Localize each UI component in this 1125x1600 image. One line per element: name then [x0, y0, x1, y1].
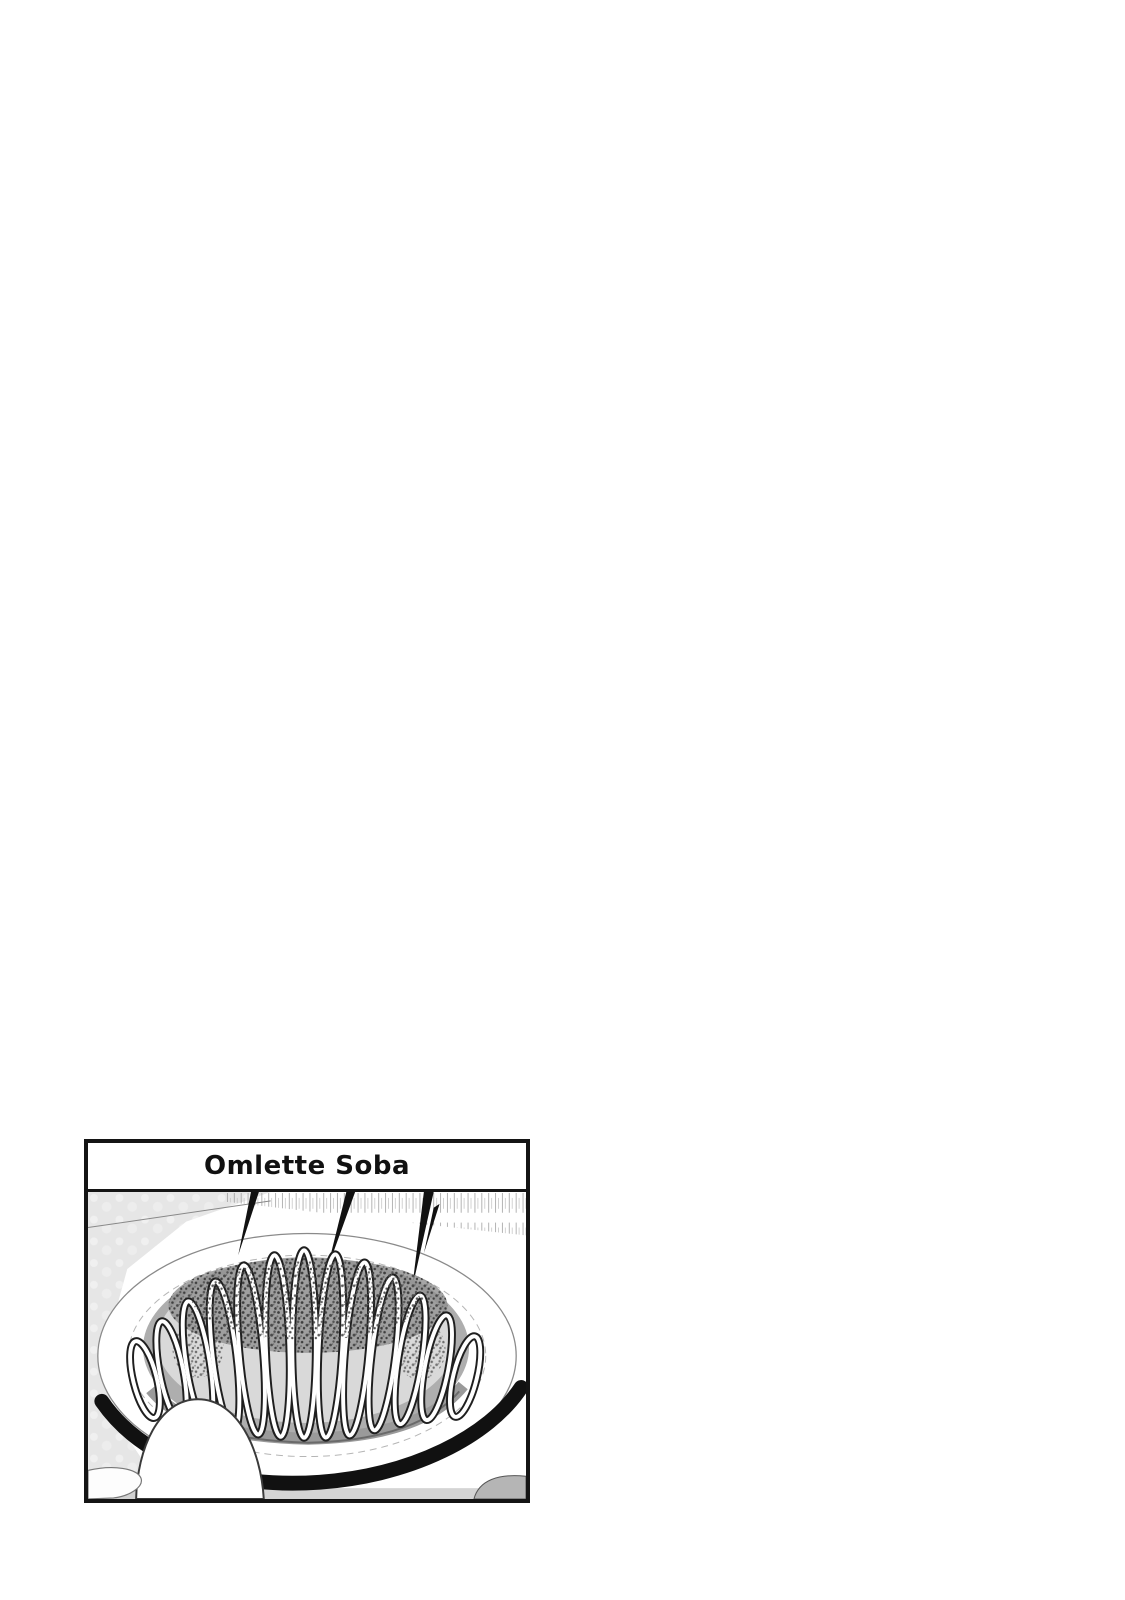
- panel-caption-bar: [88, 1143, 526, 1192]
- seasoning-topping: [192, 1261, 424, 1340]
- panel-artwork: [88, 1192, 526, 1499]
- panel-artwork-area: [88, 1192, 526, 1499]
- panel-caption: Omlette Soba: [203, 1151, 411, 1181]
- manga-panel: [84, 1139, 530, 1503]
